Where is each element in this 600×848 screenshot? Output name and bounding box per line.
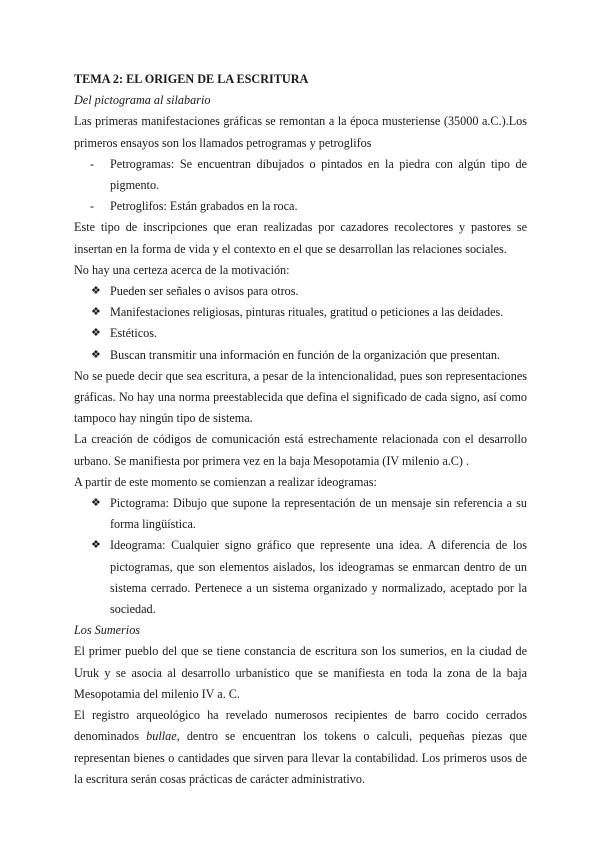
list-item-text: Buscan transmitir una información en función de la organización que presentan. (110, 347, 500, 362)
list-item (74, 302, 527, 323)
list-item-text: Petrogramas: Se encuentran dibujados o pintados en la piedra con algún tipo de pigmento. (110, 156, 527, 193)
codes-paragraph: La creación de códigos de comunicación está estrechamente relacionada con el desarrollo urbano. Se manifiesta por primera vez en la baja Mesopotamia (IV milenio a.C) . (74, 432, 527, 468)
diamond-bullet-icon: ❖ (91, 285, 101, 298)
diamond-bullet-icon: ❖ (91, 306, 101, 319)
ideogram-list (74, 493, 527, 620)
dash-bullet: - (90, 199, 95, 214)
inscriptions-paragraph: Este tipo de inscripciones que eran realizadas por cazadores recolectores y pastores se insertan en la forma de vida y el contexto en el que se desarrollan las relaciones sociales. (74, 220, 527, 256)
diamond-bullet-icon: ❖ (91, 348, 101, 361)
diamond-bullet-icon: ❖ (91, 497, 101, 510)
motivation-paragraph: No hay una certeza acerca de la motivación: (74, 262, 290, 277)
record-italic-term: bullae (146, 729, 177, 744)
record-text-start: El registro arqueológico ha revelado numerosos recipientes de barro cocido cerrados denominados (74, 708, 527, 744)
list-item (74, 493, 527, 535)
archaeological-record-paragraph (74, 705, 527, 790)
page-title: TEMA 2: EL ORIGEN DE LA ESCRITURA (74, 72, 309, 86)
motivation-list (74, 281, 527, 366)
list-item (74, 281, 527, 302)
ideograms-intro-paragraph: A partir de este momento se comienzan a realizar ideogramas: (74, 474, 377, 489)
diamond-bullet-icon: ❖ (91, 327, 101, 340)
intro-paragraph: Las primeras manifestaciones gráficas se remontan a la época musteriense (35000 a.C.).Los primeros ensayos son los llamados petrogramas y petroglifos (74, 114, 527, 150)
list-item-text: Estéticos. (110, 326, 158, 341)
list-item (74, 535, 527, 620)
record-text-end: , dentro se encuentran los tokens o calculi, pequeñas piezas que representan bienes o cantidades que sirven para llevar la contabilidad. Los primeros usos de la escritura serán cosas prácticas de carácter administrativo. (74, 729, 527, 786)
list-item (74, 323, 527, 344)
list-item (74, 154, 527, 196)
sumerians-paragraph: El primer pueblo del que se tiene constancia de escritura son los sumerios, en la ciudad de Uruk y se asocia al desarrollo urbanístico que se manifiesta en toda la zona de la baja Mesopotamia del milenio IV a. C. (74, 644, 527, 701)
list-item-text: Ideograma: Cualquier signo gráfico que represente una idea. A diferencia de los pictogramas, que son elementos aislados, los ideogramas se enmarcan dentro de un sistema cerrado. Pertenece a un sistema organizado y normalizado, aceptado por la sociedad. (110, 538, 527, 617)
petrogram-list (74, 154, 527, 218)
document-body (74, 69, 527, 790)
dash-bullet: - (90, 156, 95, 171)
diamond-bullet-icon: ❖ (91, 539, 101, 552)
list-item-text: Petroglifos: Están grabados en la roca. (110, 199, 298, 214)
list-item-text: Manifestaciones religiosas, pinturas rituales, gratitud o peticiones a las deidades. (110, 305, 504, 320)
list-item-text: Pueden ser señales o avisos para otros. (110, 284, 299, 299)
list-item-text: Pictograma: Dibujo que supone la representación de un mensaje sin referencia a su forma lingüística. (110, 496, 527, 532)
list-item (74, 345, 527, 366)
list-item (74, 196, 527, 217)
section-subtitle: Del pictograma al silabario (74, 93, 211, 108)
not-writing-paragraph: No se puede decir que sea escritura, a pesar de la intencionalidad, pues son representaciones gráficas. No hay una norma preestablecida que defina el significado de cada signo, así como tampoco hay ningún tipo de sistema. (74, 368, 527, 426)
section-heading-sumerios: Los Sumerios (74, 623, 141, 638)
